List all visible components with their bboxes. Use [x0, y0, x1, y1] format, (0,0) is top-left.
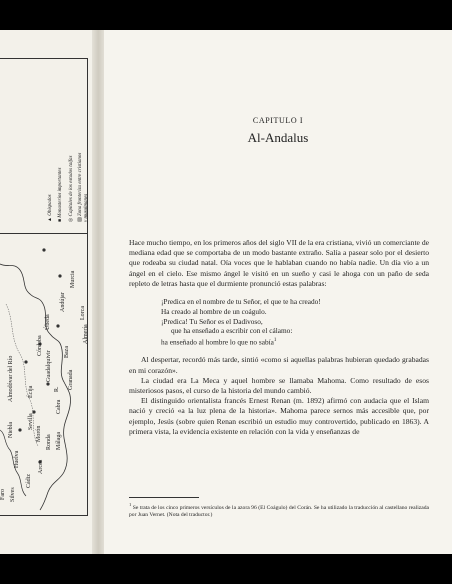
verse-line: ¡Predica! Tu Señor es el Dadivoso, — [161, 316, 263, 326]
verse-line: ¡Predica en el nombre de tu Señor, el que te ha creado! — [161, 297, 321, 307]
footnote-rule — [129, 497, 199, 498]
left-page-map — [0, 30, 96, 554]
place-label: Lorca — [80, 306, 86, 320]
chapter-title: Al-Andalus — [247, 130, 309, 145]
paragraph: Hace mucho tiempo, en los primeros años del siglo VII de la era cristiana, vivió un comerciante de mediana edad que se comportaba de un modo bastante extraño. Salía a pasear solo por el desierto que rodeaba su ciudad natal. Oía voces que le hablaban cuando no había nadie. Un día vio a un ángel en el cielo. Ese mismo ángel le visitó en un sueño y casi le ahoga con un paño de seda repleto de letras hasta que el durmiente pronunció estas palabras: — [129, 238, 429, 288]
place-label: Sevilla — [28, 413, 34, 430]
place-label: Granada — [68, 369, 74, 390]
place-label: Écija — [28, 385, 34, 398]
place-label: Cabra — [56, 399, 62, 414]
bishopric-icon: ▲ — [48, 215, 53, 222]
dark-background-top — [0, 0, 452, 30]
place-label: R. — [54, 386, 60, 392]
legend-item-capitales: ◎ Capitales de los estados taifas — [69, 155, 74, 222]
place-label: Cádiz — [26, 474, 32, 488]
place-label: Ronda — [46, 434, 52, 450]
monastery-icon: ■ — [58, 217, 63, 222]
paragraph: El distinguido orientalista francés Ernest Renan (m. 1892) afirmó con audacia que el Islam nació y creció «a la luz plena de la historia». Mahoma parece sernos más accesible que, por ejemplo, Jesús (sobre quien Renan escribió un estudio muy controvertido, publicado en 1863). A primera vista, la evidencia existente en relación con la vida y enseñanzas de — [129, 396, 429, 436]
verse-line: Ha creado al hombre de un coágulo. — [161, 306, 267, 316]
place-label: Almería — [83, 324, 89, 344]
place-label: Silves — [10, 487, 16, 502]
place-label: Morón — [36, 425, 42, 442]
place-label: Guadalquivir — [46, 350, 52, 382]
verse-line: que ha enseñado a escribir con el cálamo: — [171, 326, 293, 336]
city-marker — [18, 428, 21, 431]
chapter-label: CAPITULO I — [252, 116, 304, 125]
place-label: Niebla — [8, 422, 14, 438]
place-label: Málaga — [56, 432, 62, 450]
verse-line-last: ha enseñado al hombre lo que no sabía$^1$ — [161, 337, 277, 347]
place-label: Almodóvar del Río — [8, 355, 14, 402]
dark-background-bottom — [0, 554, 452, 584]
place-label: Arcos — [38, 459, 44, 474]
city-marker — [56, 324, 59, 327]
legend-item-zona: ▨ Zona fronteriza entre cristianos — [78, 152, 83, 222]
legend-item-obispados: ▲ Obispados — [48, 194, 53, 222]
footnote-mark: 1 — [129, 502, 132, 507]
footnote-text: Se trata de los cinco primeros versículos de la azora 96 (El Coágulo) del Corán. Se ha utilizado la traducción al castellano realizada por Juan Vernet. (Nota del traductor.) — [129, 504, 429, 519]
place-label: Córdoba — [37, 335, 43, 356]
body-text — [129, 238, 429, 437]
footnote-ref: 1 — [273, 338, 277, 344]
place-label: Faro — [0, 489, 6, 500]
frontier-zone-icon: ▨ — [78, 216, 83, 222]
city-marker — [58, 274, 61, 277]
city-marker — [42, 248, 45, 251]
verse-quote — [161, 297, 429, 347]
place-label: Murcia — [70, 270, 76, 288]
map-legend — [46, 92, 89, 222]
right-page — [104, 30, 452, 554]
city-marker — [46, 382, 49, 385]
place-label: Úbeda — [45, 314, 51, 330]
place-label: Baza — [64, 346, 70, 358]
paragraph: Al despertar, recordó más tarde, sintió «como si aquellas palabras hubieran quedado grabadas en mi corazón». — [129, 355, 429, 375]
legend-item-monasterios: ■ Monasterios importantes — [58, 167, 63, 222]
place-label: Andújar — [60, 292, 66, 312]
legend-item-zona-cont: y musulmanes — [84, 193, 89, 222]
capital-icon: ◎ — [69, 216, 74, 222]
place-label: Huelva — [14, 450, 20, 468]
paragraph: La ciudad era La Meca y aquel hombre se llamaba Mahoma. Como resultado de esos misteriosos pasos, el curso de la historia del mundo cambió. — [129, 375, 429, 396]
footnote — [129, 501, 429, 520]
city-marker — [24, 360, 27, 363]
